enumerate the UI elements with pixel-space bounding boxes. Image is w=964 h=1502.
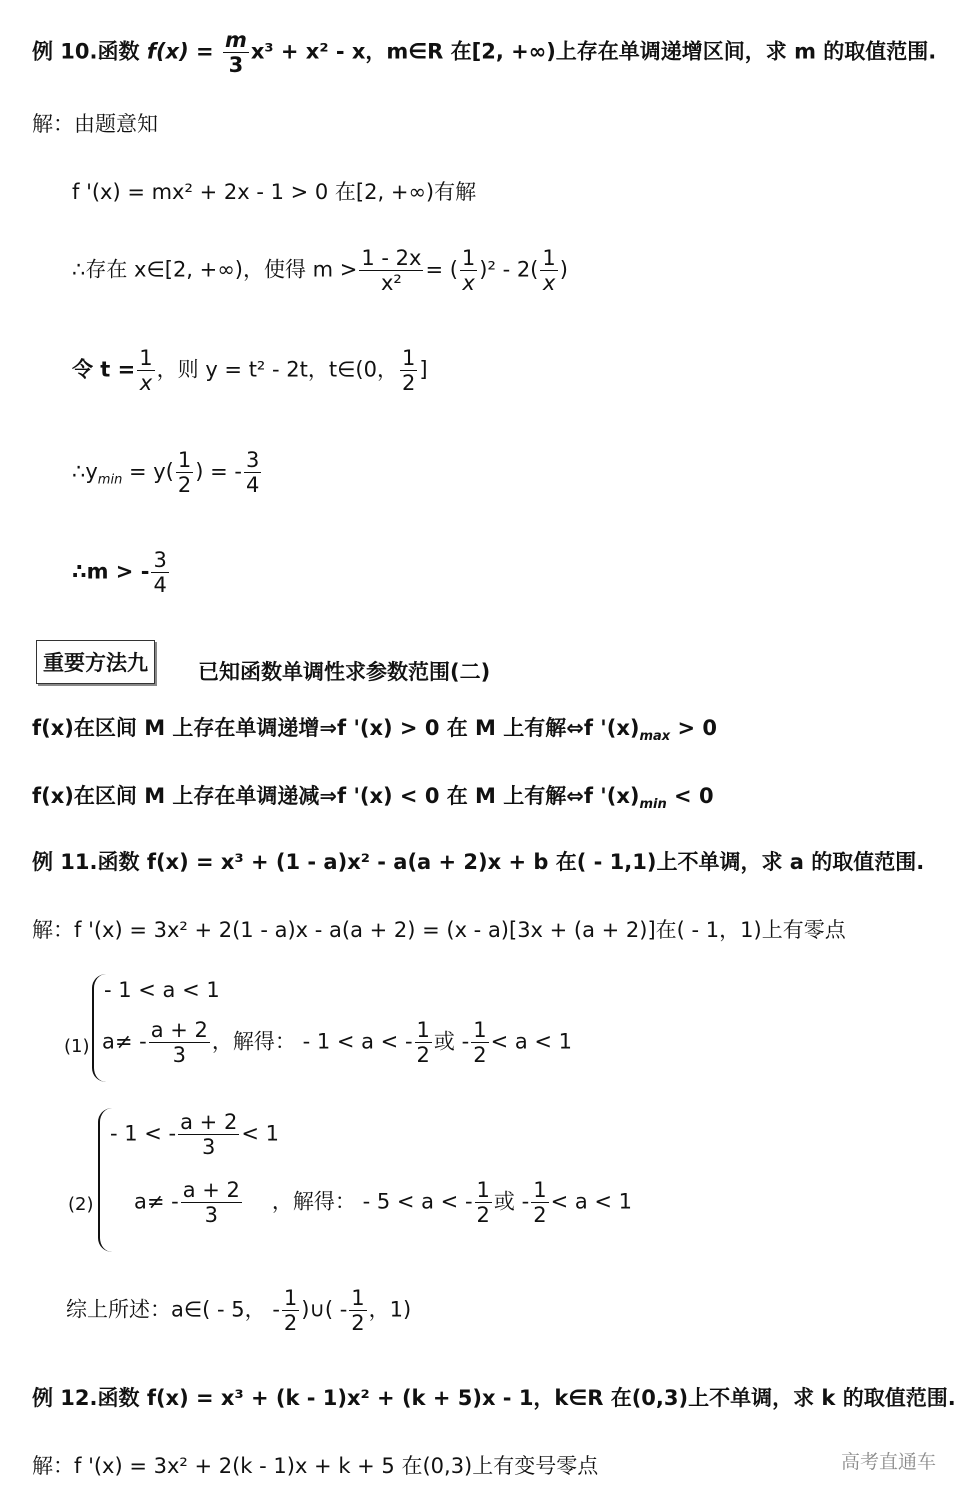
summary-b: )∪( - <box>301 1297 348 1322</box>
ex10-concl-four: 4 <box>153 573 167 598</box>
method9-title: 已知函数单调性求参数范围(二) <box>198 660 491 684</box>
summary-a: 综上所述：a∈( - 5， - <box>66 1297 280 1322</box>
ex10-frac-1x-b <box>540 246 557 295</box>
case1-one-a: 1 <box>416 1018 430 1042</box>
case2-three-1: 3 <box>202 1135 216 1160</box>
rule1-sub: max <box>639 729 671 744</box>
case2-one-b: 1 <box>533 1178 547 1202</box>
ex10-frac-1x-a <box>460 246 477 295</box>
ex10-ymin-b: = y( <box>122 459 174 484</box>
ex10-x-a: x <box>462 271 475 296</box>
case2-frac-half-b <box>531 1178 548 1227</box>
ex10-exist-b: = ( <box>425 257 458 282</box>
ex10-ymin <box>72 448 263 497</box>
ex10-frac-main <box>359 246 423 295</box>
case1-frac-half-b <box>471 1018 488 1067</box>
summary-two-a: 2 <box>283 1311 298 1336</box>
case1-or: 或 - <box>433 1029 470 1054</box>
ex10-ymin-sub: min <box>97 472 123 488</box>
ex11-summary <box>66 1286 411 1335</box>
case2-one-a: 1 <box>476 1178 490 1202</box>
ex11-title: 例 11.函数 f(x) = x³ + (1 - a)x² - a(a + 2)x + b 在( - 1,1)上不单调，求 a 的取值范围. <box>32 850 925 874</box>
ex10-title-prefix: 例 10.函数 <box>32 39 147 64</box>
ex10-concl-a: ∴m > - <box>72 559 150 584</box>
case2-line1 <box>110 1110 279 1159</box>
ex10-frac-ymin-half <box>176 448 193 497</box>
ex10-conclusion <box>72 548 171 597</box>
case1-two-a: 2 <box>416 1043 430 1068</box>
ex10-frac-m3 <box>223 28 249 77</box>
ex10-concl-three: 3 <box>153 548 167 572</box>
ex10-eq: = <box>188 39 221 64</box>
ex10-exist-a: ∴存在 x∈[2, +∞)，使得 m > <box>72 257 358 282</box>
ex10-m: m <box>224 28 247 52</box>
ex10-let-one: 1 <box>139 346 153 370</box>
ex10-x-b: x <box>542 271 556 296</box>
summary-one-a: 1 <box>283 1286 298 1310</box>
case2-or: 或 - <box>493 1189 530 1214</box>
case1-line2 <box>102 1018 572 1067</box>
case1-label: (1) <box>64 1036 90 1057</box>
ex10-let-x: x <box>139 371 153 396</box>
case1-one-b: 1 <box>473 1018 487 1042</box>
ex10-ymin-a: ∴y <box>72 459 98 484</box>
ex10-exist-c: )² - 2( <box>479 257 539 282</box>
ex10-let-b: ，则 y = t² - 2t，t∈(0， <box>156 357 398 382</box>
ex10-frac-concl <box>151 548 168 597</box>
ex10-let-c: ] <box>419 357 428 382</box>
case2-a2-1: a + 2 <box>180 1110 238 1134</box>
ex10-title-rest: x³ + x² - x，m∈R 在[2, +∞)上存在单调递增区间，求 m 的取值范围. <box>250 39 937 64</box>
summary-frac-b <box>349 1286 366 1335</box>
ex10-exist-den: x² <box>380 271 402 296</box>
case2-l2b: ，解得： - 5 < a < - <box>271 1189 473 1214</box>
ex10-exist <box>72 246 568 295</box>
summary-frac-a <box>282 1286 299 1335</box>
case2-l1b: < 1 <box>241 1121 279 1146</box>
case2-three-2: 3 <box>204 1203 218 1228</box>
ex10-ymin-three: 3 <box>245 448 260 472</box>
case2-label: (2) <box>68 1194 94 1215</box>
rule1-a: f(x)在区间 M 上存在单调递增⇒f '(x) > 0 在 M 上有解⇔f '(x) <box>32 716 640 740</box>
case2-l1a: - 1 < - <box>110 1121 177 1146</box>
method9-box: 重要方法九 <box>36 640 155 684</box>
ex10-derivative: f '(x) = mx² + 2x - 1 > 0 在[2, +∞)有解 <box>72 180 477 204</box>
case1-l2a: a≠ - <box>102 1029 147 1054</box>
ex10-solution-intro: 解：由题意知 <box>32 112 158 136</box>
case1-frac-half-a <box>415 1018 432 1067</box>
ex10-frac-34 <box>244 448 261 497</box>
case2-frac-half-a <box>475 1178 492 1227</box>
method9-rule2 <box>32 784 714 812</box>
ex12-title: 例 12.函数 f(x) = x³ + (k - 1)x² + (k + 5)x - 1，k∈R 在(0,3)上不单调，求 k 的取值范围. <box>32 1386 956 1410</box>
ex10-ymin-c: ) = - <box>195 459 242 484</box>
ex10-three: 3 <box>228 53 244 78</box>
ex10-ymin-one: 1 <box>177 448 192 472</box>
case2-line2 <box>134 1178 632 1227</box>
ex10-frac-t <box>137 346 154 395</box>
case2-two-a: 2 <box>476 1203 490 1228</box>
ex10-title <box>32 28 936 77</box>
case2-two-b: 2 <box>533 1203 547 1228</box>
ex10-frac-half <box>400 346 417 395</box>
summary-one-b: 1 <box>351 1286 365 1310</box>
case1-line1: - 1 < a < 1 <box>104 978 220 1002</box>
case2-a2-2: a + 2 <box>182 1178 240 1202</box>
case1-two-b: 2 <box>473 1043 487 1068</box>
ex10-ymin-two: 2 <box>177 473 192 498</box>
case1-a2: a + 2 <box>150 1018 208 1042</box>
rule2-b: < 0 <box>666 784 714 808</box>
watermark: 高考直通车 <box>840 1451 936 1473</box>
case2-frac-a2-1 <box>178 1110 239 1159</box>
ex10-let-a: 令 t = <box>72 357 136 382</box>
case1-l2b: ，解得： - 1 < a < - <box>211 1029 413 1054</box>
case2-l2a: a≠ - <box>134 1189 179 1214</box>
case1-l2c: < a < 1 <box>490 1029 573 1054</box>
ex12-solution: 解：f '(x) = 3x² + 2(k - 1)x + k + 5 在(0,3)上有变号零点 <box>32 1454 599 1478</box>
rule1-b: > 0 <box>670 716 718 740</box>
ex10-one-a: 1 <box>461 246 476 270</box>
ex10-exist-num: 1 - 2x <box>361 246 422 270</box>
rule2-sub: min <box>639 797 667 812</box>
ex10-let <box>72 346 428 395</box>
ex10-exist-d: ) <box>559 257 568 282</box>
summary-two-b: 2 <box>351 1311 365 1336</box>
ex10-one-b: 1 <box>542 246 556 270</box>
rule2-a: f(x)在区间 M 上存在单调递减⇒f '(x) < 0 在 M 上有解⇔f '(x) <box>32 784 640 808</box>
case1-three: 3 <box>172 1043 186 1068</box>
ex10-ymin-four: 4 <box>245 473 260 498</box>
case2-frac-a2-2 <box>181 1178 242 1227</box>
ex10-fx: f(x) <box>146 39 189 64</box>
summary-c: ，1) <box>368 1297 412 1322</box>
ex10-half-two: 2 <box>401 371 416 396</box>
case2-l2c: < a < 1 <box>550 1189 633 1214</box>
ex10-half-one: 1 <box>401 346 416 370</box>
method9-rule1 <box>32 716 718 744</box>
ex11-solution: 解：f '(x) = 3x² + 2(1 - a)x - a(a + 2) = (x - a)[3x + (a + 2)]在( - 1，1)上有零点 <box>32 918 846 942</box>
case1-frac-a2 <box>149 1018 210 1067</box>
